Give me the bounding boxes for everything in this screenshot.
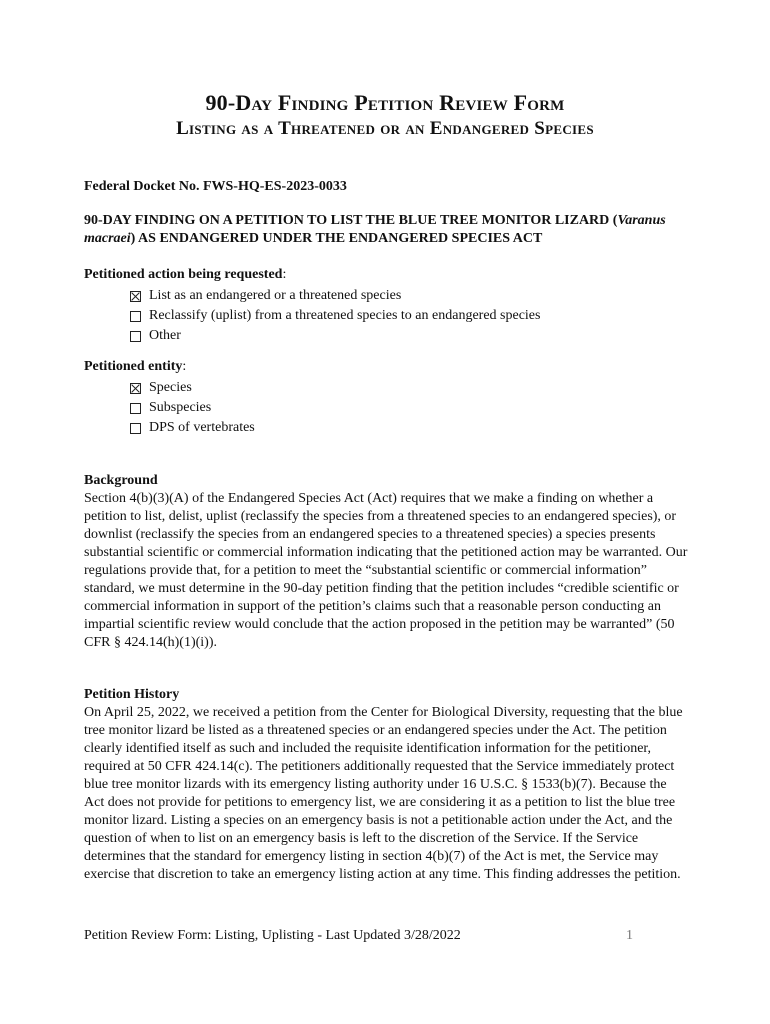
checkbox-unchecked[interactable] <box>130 403 141 414</box>
option-label: Subspecies <box>149 400 212 415</box>
checkbox-checked[interactable] <box>130 291 141 302</box>
petitioned-entity-options <box>130 378 688 438</box>
option-label: List as an endangered or a threatened species <box>149 288 402 303</box>
petitioned-action-options <box>130 286 688 346</box>
option-label: DPS of vertebrates <box>149 420 255 435</box>
page-footer: Petition Review Form: Listing, Uplisting - Last Updated 3/28/2022 <box>84 928 461 943</box>
checkbox-unchecked[interactable] <box>130 311 141 322</box>
background-section <box>84 472 688 652</box>
page-number: 1 <box>626 928 633 943</box>
background-text: Section 4(b)(3)(A) of the Endangered Species Act (Act) requires that we make a finding on whether a petition to list, delist, uplist (reclassify the species from a threatened species to an endangered species), or downlist (reclassify the species from an endangered species to a threatened species) a species presents substantial scientific or commercial information indicating that the petitioned action may be warranted. Our regulations provide that, for a petition to meet the “substantial scientific or commercial information” standard, we must determine in the 90-day petition finding that the petition includes “credible scientific or commercial information in support of the petition’s claims such that a reasonable person conducting an impartial scientific review would conclude that the action proposed in the petition may be warranted” (50 CFR § 424.14(h)(1)(i)). <box>84 491 688 650</box>
finding-heading-part1: 90-DAY FINDING ON A PETITION TO LIST THE BLUE TREE MONITOR LIZARD ( <box>84 213 618 228</box>
finding-heading <box>84 212 688 248</box>
checkbox-unchecked[interactable] <box>130 423 141 434</box>
checkbox-unchecked[interactable] <box>130 331 141 342</box>
action-option-other[interactable] <box>130 326 688 346</box>
action-option-list[interactable] <box>130 286 688 306</box>
entity-option-species[interactable] <box>130 378 688 398</box>
species-latin-name: Varanus macraei <box>84 213 666 246</box>
petition-history-text: On April 25, 2022, we received a petition from the Center for Biological Diversity, requesting that the blue tree monitor lizard be listed as a threatened species or an endangered species under the Act. The petition clearly identified itself as such and included the requisite identification information for the petitioner, required at 50 CFR 424.14(c). The petitioners additionally requested that the Service immediately protect blue tree monitor lizards with its emergency listing authority under 16 U.S.C. § 1533(b)(7). Because the Act does not provide for petitions to emergency list, we are considering it as a petition to list the blue tree monitor lizard. Listing a species on an emergency basis is not a petitionable action under the Act, and the question of when to list on an emergency basis is left to the discretion of the Service. If the Service determines that the standard for emergency listing in section 4(b)(7) of the Act is met, the Service may exercise that discretion to take an emergency listing action at any time. This finding addresses the petition. <box>84 705 683 882</box>
option-label: Species <box>149 380 192 395</box>
option-label: Reclassify (uplist) from a threatened species to an endangered species <box>149 308 541 323</box>
entity-option-dps[interactable] <box>130 418 688 438</box>
action-option-reclassify[interactable] <box>130 306 688 326</box>
petitioned-action-section <box>84 266 688 346</box>
entity-option-subspecies[interactable] <box>130 398 688 418</box>
petition-history-title: Petition History <box>84 687 180 702</box>
form-subtitle: Listing as a Threatened or an Endangered Species <box>176 118 594 139</box>
petitioned-entity-section <box>84 358 688 438</box>
petitioned-entity-label: Petitioned entity <box>84 359 183 374</box>
petition-history-section <box>84 686 688 884</box>
option-label: Other <box>149 328 181 343</box>
finding-heading-part2: ) AS ENDANGERED UNDER THE ENDANGERED SPECIES ACT <box>130 231 543 246</box>
docket-number: Federal Docket No. FWS-HQ-ES-2023-0033 <box>84 179 347 194</box>
petitioned-entity-label-row: Petitioned entity: <box>84 359 187 374</box>
petitioned-action-label-row: Petitioned action being requested: <box>84 267 287 282</box>
background-title: Background <box>84 473 158 488</box>
petitioned-action-label: Petitioned action being requested <box>84 267 283 282</box>
checkbox-checked[interactable] <box>130 383 141 394</box>
form-title: 90-Day Finding Petition Review Form <box>205 90 565 115</box>
